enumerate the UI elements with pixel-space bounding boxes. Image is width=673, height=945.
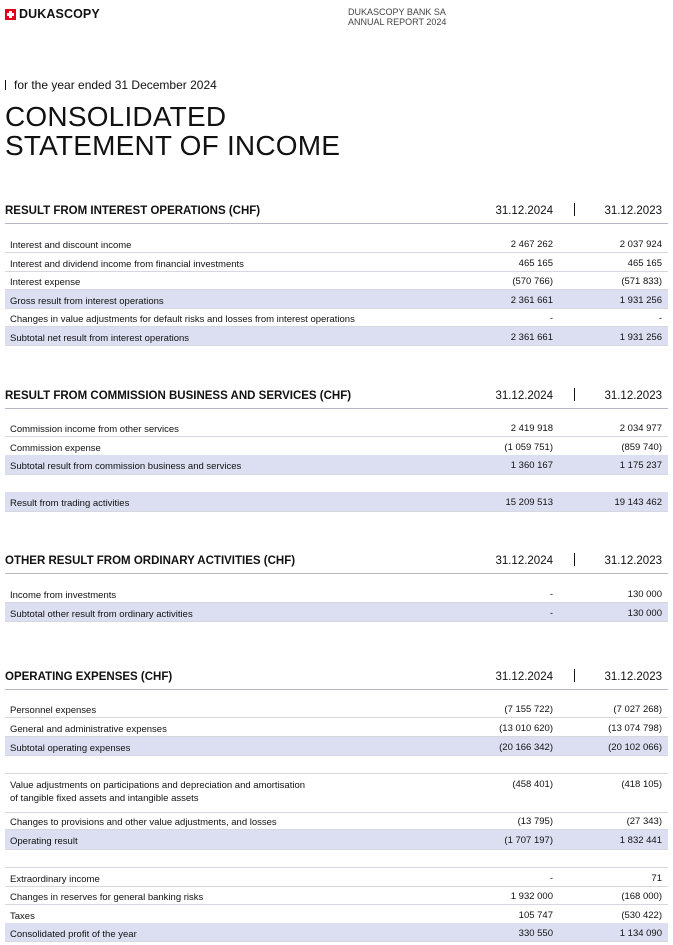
value-2023: 2 037 924 (619, 239, 662, 250)
value-2023: 1 832 441 (619, 835, 662, 846)
subtotal-row (5, 327, 668, 346)
value-2024: - (549, 873, 553, 884)
row-label: Changes to provisions and other value adjustments, and losses (10, 817, 277, 828)
table-row (5, 886, 668, 905)
year-2024-header: 31.12.2024 (495, 205, 553, 217)
value-2023: (571 833) (621, 276, 662, 287)
value-2023: 1 931 256 (619, 332, 662, 343)
title-line-1: CONSOLIDATED (5, 101, 227, 132)
subtotal-row (5, 603, 668, 622)
year-2023-header: 31.12.2023 (604, 555, 662, 567)
value-2024: (570 766) (512, 276, 553, 287)
bank-name: DUKASCOPY BANK SA (348, 7, 446, 17)
value-2023: 1 134 090 (619, 928, 662, 939)
row-label: Result from trading activities (10, 498, 130, 509)
row-label: Extraordinary income (10, 874, 100, 885)
value-2023: 2 034 977 (619, 423, 662, 434)
value-2024: 2 467 262 (510, 239, 553, 250)
subtotal-row (5, 290, 668, 309)
table-row (5, 271, 668, 290)
value-2024: (20 166 342) (499, 742, 553, 753)
subtotal-row (5, 455, 668, 475)
value-2023: 1 175 237 (619, 460, 662, 471)
row-label: Commission income from other services (10, 424, 179, 435)
report-header (348, 7, 446, 27)
value-2024: (1 059 751) (504, 442, 553, 453)
report-name: ANNUAL REPORT 2024 (348, 17, 447, 27)
page-title (5, 102, 340, 160)
value-2023: 465 165 (627, 258, 662, 269)
table-row (5, 773, 668, 813)
value-2023: 130 000 (627, 589, 662, 600)
section-header-opex (5, 671, 668, 690)
table-row (5, 253, 668, 272)
year-2023-header: 31.12.2023 (604, 205, 662, 217)
value-2024: 1 360 167 (510, 460, 553, 471)
row-label: Personnel expenses (10, 705, 97, 716)
section-header-commission (5, 390, 668, 409)
value-2024: (13 010 620) (499, 723, 553, 734)
row-label: General and administrative expenses (10, 724, 167, 735)
row-label (10, 779, 305, 805)
year-2023-header: 31.12.2023 (604, 390, 662, 402)
trading-result-row (5, 492, 668, 512)
value-2023: 71 (651, 873, 662, 884)
value-2024: (458 401) (512, 779, 553, 790)
value-2024: (13 795) (517, 816, 553, 827)
row-label-line-2: of tangible fixed assets and intangible assets (10, 793, 199, 804)
section-title: OPERATING EXPENSES (CHF) (5, 671, 173, 683)
section-title: RESULT FROM COMMISSION BUSINESS AND SERVICES (CHF) (5, 390, 352, 402)
table-row (5, 234, 668, 253)
value-2024: 15 209 513 (505, 497, 553, 508)
period-marker (5, 80, 6, 90)
value-2024: - (549, 608, 553, 619)
row-label: Subtotal operating expenses (10, 743, 131, 754)
value-2023: (7 027 268) (613, 704, 662, 715)
year-2024-header: 31.12.2024 (495, 390, 553, 402)
value-2023: (168 000) (621, 891, 662, 902)
column-divider (574, 553, 575, 566)
subtotal-row (5, 737, 668, 756)
value-2024: (1 707 197) (504, 835, 553, 846)
row-label: Changes in reserves for general banking risks (10, 892, 204, 903)
swiss-cross-icon (5, 9, 16, 20)
row-label: Commission expense (10, 443, 101, 454)
value-2024: 330 550 (518, 928, 553, 939)
value-2024: 2 361 661 (510, 295, 553, 306)
row-label: Income from investments (10, 590, 117, 601)
table-row (5, 718, 668, 737)
value-2023: (530 422) (621, 910, 662, 921)
value-2024: 2 419 918 (510, 423, 553, 434)
row-label-line-1: Value adjustments on participations and depreciation and amortisation (10, 780, 306, 791)
profit-row (5, 923, 668, 942)
table-row (5, 418, 668, 437)
row-label: Subtotal result from commission business and services (10, 461, 242, 472)
row-label: Taxes (10, 911, 35, 922)
table-row (5, 699, 668, 718)
row-label: Interest expense (10, 277, 81, 288)
title-line-2: STATEMENT OF INCOME (5, 130, 341, 161)
section-header-other (5, 555, 668, 574)
table-row (5, 308, 668, 327)
value-2023: (20 102 066) (608, 742, 662, 753)
brand-name: DUKASCOPY (19, 7, 100, 21)
row-label: Consolidated profit of the year (10, 929, 137, 940)
value-2023: (418 105) (621, 779, 662, 790)
row-label: Interest and discount income (10, 240, 132, 251)
value-2024: 465 165 (518, 258, 553, 269)
table-row (5, 584, 668, 603)
value-2024: - (549, 589, 553, 600)
column-divider (574, 669, 575, 682)
table-row (5, 905, 668, 924)
row-label: Interest and dividend income from financial investments (10, 259, 244, 270)
value-2024: 1 932 000 (510, 891, 553, 902)
row-label: Operating result (10, 836, 78, 847)
period-text: for the year ended 31 December 2024 (14, 78, 217, 92)
value-2024: - (549, 313, 553, 324)
section-header-interest (5, 205, 668, 224)
year-2023-header: 31.12.2023 (604, 671, 662, 683)
value-2023: (13 074 798) (608, 723, 662, 734)
value-2024: (7 155 722) (504, 704, 553, 715)
value-2023: 130 000 (627, 608, 662, 619)
dukascopy-logo (5, 7, 100, 21)
year-2024-header: 31.12.2024 (495, 671, 553, 683)
row-label: Changes in value adjustments for default risks and losses from interest operations (10, 314, 355, 325)
value-2024: 2 361 661 (510, 332, 553, 343)
column-divider (574, 203, 575, 216)
value-2023: (27 343) (626, 816, 662, 827)
table-row (5, 437, 668, 456)
table-row (5, 811, 668, 830)
subtotal-row (5, 830, 668, 850)
table-row (5, 867, 668, 887)
row-label: Subtotal other result from ordinary activities (10, 609, 193, 620)
value-2023: (859 740) (621, 442, 662, 453)
value-2023: 19 143 462 (614, 497, 662, 508)
value-2023: - (658, 313, 662, 324)
year-2024-header: 31.12.2024 (495, 555, 553, 567)
row-label: Gross result from interest operations (10, 296, 164, 307)
period-line (5, 78, 217, 92)
value-2023: 1 931 256 (619, 295, 662, 306)
value-2024: 105 747 (518, 910, 553, 921)
column-divider (574, 388, 575, 401)
section-title: RESULT FROM INTEREST OPERATIONS (CHF) (5, 205, 261, 217)
row-label: Subtotal net result from interest operations (10, 333, 190, 344)
section-title: OTHER RESULT FROM ORDINARY ACTIVITIES (CHF) (5, 555, 296, 567)
